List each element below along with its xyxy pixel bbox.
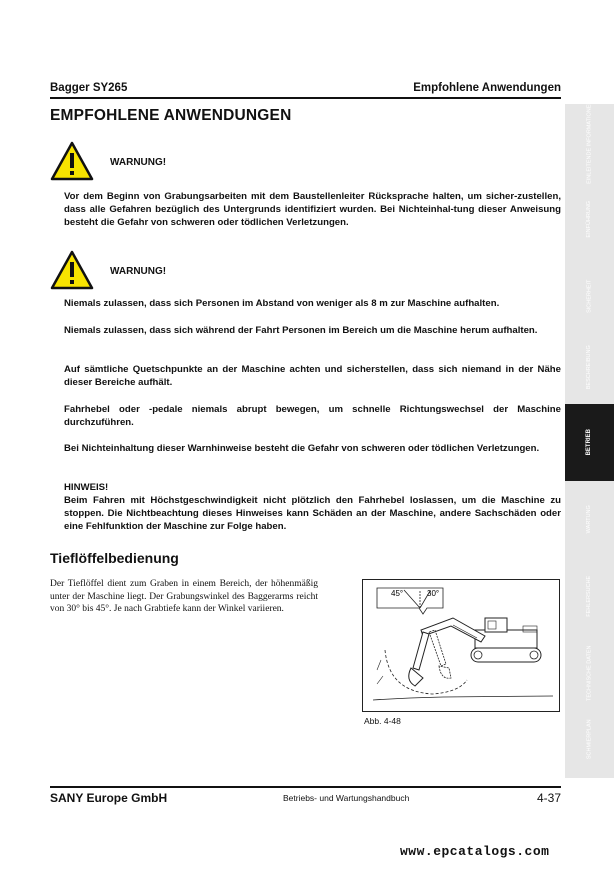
sidebar-tab-label: SICHERHEIT [586,279,593,314]
sidebar-tab-fehlersuche[interactable] [565,558,614,635]
page-header-left: Bagger SY265 [50,82,128,94]
sidebar-tab-sicherheit[interactable] [565,258,614,335]
sidebar-tab-label: TECHNISCHE DATEN [586,645,593,702]
warning-triangle-icon [50,141,94,181]
sidebar-tab-wartung[interactable] [565,481,614,558]
warning-item: Niemals zulassen, dass sich Personen im Abstand von weniger als 8 m zur Maschine aufhalten. [64,298,500,309]
warning-label: WARNUNG! [110,157,167,168]
section-title: Tieflöffelbedienung [50,550,179,566]
warning-item: Fahrhebel oder -pedale niemals abrupt bewegen, um schnelle Richtungswechsel der Maschine durchzuführen. [64,404,561,428]
sidebar-tab-einleitende[interactable] [565,100,614,185]
footer-manual-title: Betriebs- und Wartungshandbuch [283,793,410,803]
sidebar-tab-betrieb[interactable] [565,404,614,481]
angle-label-45: 45° [391,589,404,598]
footer-divider [50,786,561,788]
excavator-illustration [363,580,559,711]
sidebar-tab-beschreibung[interactable] [565,329,614,406]
page-header-right: Empfohlene Anwendungen [413,82,561,94]
sidebar-tab-label: BETRIEB [586,429,593,456]
sidebar-tab-label: FEHLERSUCHE [586,576,593,617]
chapter-sidebar [565,100,614,778]
header-divider [50,97,561,99]
page-title: EMPFOHLENE ANWENDUNGEN [50,107,292,124]
warning-item: Auf sämtliche Quetschpunkte an der Maschine achten und sicherstellen, dass sich niemand in der Nähe dieser Bereiche aufhält. [64,364,561,388]
angle-label-30: 30° [427,589,440,598]
notice-text: Beim Fahren mit Höchstgeschwindigkeit nicht plötzlich den Fahrhebel loslassen, um die Maschine zu stoppen. Die Nichtbeachtung dieses Hinweises kann Schäden an der Maschine, andere Sachschäden oder eine Fehlfunktion der Maschine zur Folge haben. [64,495,561,532]
sidebar-tab-label: WARTUNG [586,505,593,534]
excavator-figure [362,579,560,712]
sidebar-tab-label: EINFÜHRUNG [586,201,593,238]
page-number: 4-37 [536,791,561,805]
warning-triangle-icon [50,250,94,290]
sidebar-tab-label: BESCHREIBUNG [586,345,593,390]
sidebar-tab-einfuehrung[interactable] [565,181,614,258]
warning-item: Niemals zulassen, dass sich während der Fahrt Personen im Bereich um die Maschine herum aufhalten. [64,325,538,336]
figure-caption: Abb. 4-48 [364,716,401,726]
warning-item: Bei Nichteinhaltung dieser Warnhinweise besteht die Gefahr von schweren oder tödlichen Verletzungen. [64,443,540,454]
footer-company: SANY Europe GmbH [50,791,168,805]
sidebar-tab-label: SCHMIERPLAN [586,719,593,760]
sidebar-tab-label: EINLEITENDE INFORMATIONEN [586,100,593,185]
warning-text: Vor dem Beginn von Grabungsarbeiten mit dem Baustellenleiter Rücksprache halten, um sicher-zustellen, dass alle Gefahren bezüglich des Untergrunds identifiziert wurden. Bei Nichteinhal-tung dieser Anweisung besteht die Gefahr von schweren oder tödlichen Verletzungen. [64,191,561,228]
warning-label: WARNUNG! [110,266,167,277]
watermark: www.epcatalogs.com [400,844,550,859]
section-body: Der Tieflöffel dient zum Graben in einem Bereich, der höhenmäßig unter der Maschine liegt. Der Grabungswinkel des Baggerarms reicht von 30° bis 45°. Je nach Grabtiefe kann der Winkel variieren. [50,579,318,614]
notice-label: HINWEIS! [64,482,109,493]
sidebar-tab-schmierplan[interactable] [565,701,614,778]
